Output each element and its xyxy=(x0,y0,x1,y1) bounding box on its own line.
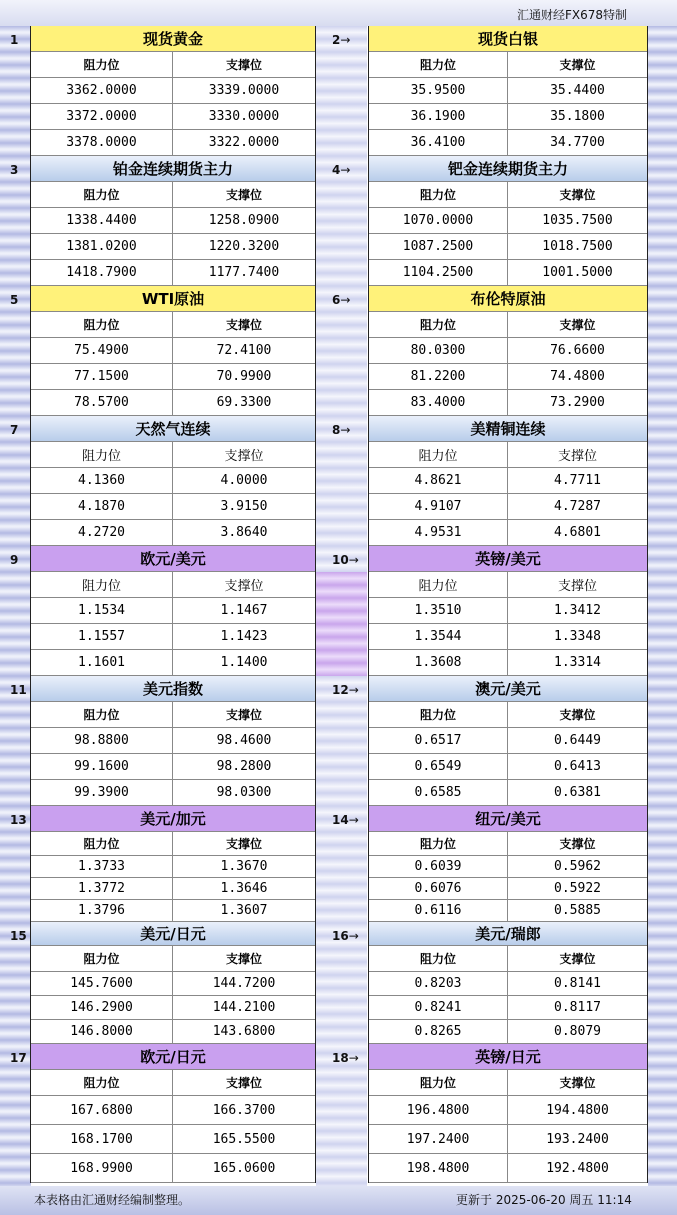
updated-prefix: 更新于 xyxy=(456,1193,493,1207)
support-header: 支撑位 xyxy=(173,312,315,338)
support-header: 支撑位 xyxy=(508,442,647,468)
resistance-value: 3372.0000 xyxy=(31,104,173,130)
block-number xyxy=(332,683,359,697)
resistance-value: 0.6039 xyxy=(369,856,508,878)
block-number-text: 11 xyxy=(10,683,27,697)
support-value: 35.1800 xyxy=(508,104,647,130)
resistance-value: 1.3544 xyxy=(369,624,508,650)
support-value: 4.0000 xyxy=(173,468,315,494)
support-value: 73.2900 xyxy=(508,390,647,416)
support-value: 3322.0000 xyxy=(173,130,315,156)
quote-block xyxy=(368,156,648,286)
quote-block xyxy=(30,416,316,546)
support-header: 支撑位 xyxy=(173,572,315,598)
footer-note: 本表格由汇通财经编制整理。 xyxy=(34,1193,191,1207)
block-number xyxy=(10,423,18,437)
support-value: 192.4800 xyxy=(508,1154,647,1183)
instrument-title: 现货白银 xyxy=(369,26,647,52)
resistance-value: 1.3733 xyxy=(31,856,173,878)
block-number xyxy=(332,33,350,47)
resistance-value: 1418.7900 xyxy=(31,260,173,286)
support-value: 34.7700 xyxy=(508,130,647,156)
resistance-value: 83.4000 xyxy=(369,390,508,416)
support-value: 144.2100 xyxy=(173,996,315,1020)
support-value: 193.2400 xyxy=(508,1125,647,1154)
resistance-value: 146.8000 xyxy=(31,1020,173,1044)
support-value: 0.6449 xyxy=(508,728,647,754)
resistance-header: 阻力位 xyxy=(31,946,173,972)
resistance-value: 3362.0000 xyxy=(31,78,173,104)
quote-block xyxy=(368,286,648,416)
resistance-header: 阻力位 xyxy=(369,52,508,78)
quote-block xyxy=(30,806,316,922)
resistance-header: 阻力位 xyxy=(369,702,508,728)
block-number xyxy=(10,813,27,827)
resistance-value: 81.2200 xyxy=(369,364,508,390)
instrument-title: 欧元/美元 xyxy=(31,546,315,572)
support-value: 1.3607 xyxy=(173,900,315,922)
resistance-value: 77.1500 xyxy=(31,364,173,390)
block-number-text: 10 xyxy=(332,553,349,567)
arrow-right-icon: → xyxy=(340,33,351,47)
support-value: 0.8079 xyxy=(508,1020,647,1044)
block-number-text: 7 xyxy=(10,423,19,437)
support-header: 支撑位 xyxy=(173,702,315,728)
quote-block xyxy=(30,286,316,416)
footer xyxy=(0,1186,677,1215)
resistance-header: 阻力位 xyxy=(369,442,508,468)
support-value: 0.5962 xyxy=(508,856,647,878)
support-value: 1.3314 xyxy=(508,650,647,676)
instrument-title: 钯金连续期货主力 xyxy=(369,156,647,182)
updated-time: 11:14 xyxy=(597,1193,632,1207)
instrument-title: 欧元/日元 xyxy=(31,1044,315,1070)
resistance-header: 阻力位 xyxy=(369,182,508,208)
quote-block xyxy=(30,546,316,676)
center-stripe-purple xyxy=(316,572,367,676)
support-header: 支撑位 xyxy=(508,702,647,728)
quote-block xyxy=(368,806,648,922)
block-number-text: 6 xyxy=(332,293,341,307)
block-number xyxy=(10,1051,27,1065)
instrument-title: 美元指数 xyxy=(31,676,315,702)
resistance-header: 阻力位 xyxy=(31,1070,173,1096)
block-number-text: 2 xyxy=(332,33,341,47)
support-value: 74.4800 xyxy=(508,364,647,390)
support-value: 4.7287 xyxy=(508,494,647,520)
block-number-text: 16 xyxy=(332,929,349,943)
block-number-text: 17 xyxy=(10,1051,27,1065)
quote-block xyxy=(30,1044,316,1183)
support-value: 1.3412 xyxy=(508,598,647,624)
support-value: 0.6413 xyxy=(508,754,647,780)
instrument-title: 美精铜连续 xyxy=(369,416,647,442)
resistance-value: 4.2720 xyxy=(31,520,173,546)
block-number xyxy=(332,929,359,943)
support-header: 支撑位 xyxy=(173,1070,315,1096)
support-value: 98.2800 xyxy=(173,754,315,780)
resistance-value: 3378.0000 xyxy=(31,130,173,156)
instrument-title: 纽元/美元 xyxy=(369,806,647,832)
resistance-value: 1.3510 xyxy=(369,598,508,624)
block-number-text: 9 xyxy=(10,553,19,567)
support-value: 1.1400 xyxy=(173,650,315,676)
arrow-right-icon: → xyxy=(348,929,359,943)
support-value: 0.8117 xyxy=(508,996,647,1020)
arrow-right-icon: → xyxy=(340,293,351,307)
block-number xyxy=(332,293,350,307)
resistance-value: 36.1900 xyxy=(369,104,508,130)
resistance-header: 阻力位 xyxy=(31,702,173,728)
resistance-value: 167.6800 xyxy=(31,1096,173,1125)
arrow-right-icon: → xyxy=(348,553,359,567)
instrument-title: WTI原油 xyxy=(31,286,315,312)
resistance-value: 1087.2500 xyxy=(369,234,508,260)
resistance-value: 146.2900 xyxy=(31,996,173,1020)
resistance-header: 阻力位 xyxy=(31,442,173,468)
block-number-text: 8 xyxy=(332,423,341,437)
resistance-value: 0.8241 xyxy=(369,996,508,1020)
support-value: 98.0300 xyxy=(173,780,315,806)
instrument-title: 英镑/美元 xyxy=(369,546,647,572)
resistance-header: 阻力位 xyxy=(369,572,508,598)
resistance-value: 4.9107 xyxy=(369,494,508,520)
resistance-header: 阻力位 xyxy=(31,52,173,78)
support-value: 1.3348 xyxy=(508,624,647,650)
support-value: 0.5885 xyxy=(508,900,647,922)
resistance-header: 阻力位 xyxy=(31,182,173,208)
support-value: 70.9900 xyxy=(173,364,315,390)
quote-block xyxy=(30,676,316,806)
block-number-text: 4 xyxy=(332,163,341,177)
support-header: 支撑位 xyxy=(173,52,315,78)
support-value: 144.7200 xyxy=(173,972,315,996)
instrument-title: 美元/加元 xyxy=(31,806,315,832)
support-value: 3.8640 xyxy=(173,520,315,546)
updated-date: 2025-06-20 xyxy=(495,1193,566,1207)
resistance-value: 0.6585 xyxy=(369,780,508,806)
resistance-value: 1.3772 xyxy=(31,878,173,900)
block-number xyxy=(10,293,18,307)
support-value: 76.6600 xyxy=(508,338,647,364)
support-header: 支撑位 xyxy=(173,832,315,856)
resistance-value: 98.8800 xyxy=(31,728,173,754)
arrow-right-icon: → xyxy=(348,1051,359,1065)
updated-weekday: 周五 xyxy=(569,1193,594,1207)
resistance-header: 阻力位 xyxy=(31,572,173,598)
resistance-value: 4.9531 xyxy=(369,520,508,546)
resistance-value: 1.1601 xyxy=(31,650,173,676)
instrument-title: 澳元/美元 xyxy=(369,676,647,702)
support-value: 0.5922 xyxy=(508,878,647,900)
arrow-right-icon: → xyxy=(340,163,351,177)
footer-updated xyxy=(456,1191,632,1208)
instrument-title: 美元/瑞郎 xyxy=(369,922,647,946)
resistance-value: 0.6549 xyxy=(369,754,508,780)
resistance-value: 1.3796 xyxy=(31,900,173,922)
support-header: 支撑位 xyxy=(508,946,647,972)
instrument-title: 铂金连续期货主力 xyxy=(31,156,315,182)
resistance-value: 0.6517 xyxy=(369,728,508,754)
quote-block xyxy=(368,922,648,1044)
block-number-text: 5 xyxy=(10,293,19,307)
support-value: 3.9150 xyxy=(173,494,315,520)
resistance-header: 阻力位 xyxy=(369,946,508,972)
top-banner xyxy=(0,0,677,26)
support-value: 165.5500 xyxy=(173,1125,315,1154)
support-header: 支撑位 xyxy=(173,946,315,972)
quote-block xyxy=(368,1044,648,1183)
resistance-value: 1.1534 xyxy=(31,598,173,624)
resistance-value: 197.2400 xyxy=(369,1125,508,1154)
arrow-right-icon: → xyxy=(340,423,351,437)
resistance-value: 78.5700 xyxy=(31,390,173,416)
resistance-value: 35.9500 xyxy=(369,78,508,104)
block-number xyxy=(10,553,18,567)
block-number xyxy=(332,553,359,567)
resistance-value: 4.8621 xyxy=(369,468,508,494)
block-number-text: 12 xyxy=(332,683,349,697)
arrow-right-icon: → xyxy=(348,683,359,697)
right-stripe xyxy=(648,26,677,1186)
support-value: 35.4400 xyxy=(508,78,647,104)
block-number-text: 15 xyxy=(10,929,27,943)
support-value: 1258.0900 xyxy=(173,208,315,234)
resistance-value: 196.4800 xyxy=(369,1096,508,1125)
resistance-value: 99.1600 xyxy=(31,754,173,780)
quote-block xyxy=(30,26,316,156)
resistance-value: 168.1700 xyxy=(31,1125,173,1154)
support-value: 72.4100 xyxy=(173,338,315,364)
resistance-value: 0.6076 xyxy=(369,878,508,900)
support-value: 1220.3200 xyxy=(173,234,315,260)
block-number-text: 1 xyxy=(10,33,19,47)
resistance-value: 1070.0000 xyxy=(369,208,508,234)
quote-block xyxy=(368,676,648,806)
support-value: 1001.5000 xyxy=(508,260,647,286)
resistance-value: 75.4900 xyxy=(31,338,173,364)
support-value: 98.4600 xyxy=(173,728,315,754)
support-value: 1035.7500 xyxy=(508,208,647,234)
support-value: 143.6800 xyxy=(173,1020,315,1044)
instrument-title: 布伦特原油 xyxy=(369,286,647,312)
support-value: 1018.7500 xyxy=(508,234,647,260)
support-value: 0.6381 xyxy=(508,780,647,806)
block-number xyxy=(10,683,27,697)
block-number xyxy=(332,1051,359,1065)
banner-title: 汇通财经FX678特制 xyxy=(516,8,627,22)
support-value: 3330.0000 xyxy=(173,104,315,130)
support-value: 4.7711 xyxy=(508,468,647,494)
support-header: 支撑位 xyxy=(508,1070,647,1096)
instrument-title: 英镑/日元 xyxy=(369,1044,647,1070)
support-header: 支撑位 xyxy=(173,182,315,208)
support-value: 1.1467 xyxy=(173,598,315,624)
support-header: 支撑位 xyxy=(173,442,315,468)
quote-block xyxy=(30,922,316,1044)
instrument-title: 天然气连续 xyxy=(31,416,315,442)
support-value: 0.8141 xyxy=(508,972,647,996)
resistance-header: 阻力位 xyxy=(369,832,508,856)
resistance-value: 1.3608 xyxy=(369,650,508,676)
support-value: 1177.7400 xyxy=(173,260,315,286)
support-value: 194.4800 xyxy=(508,1096,647,1125)
support-value: 4.6801 xyxy=(508,520,647,546)
support-value: 1.3646 xyxy=(173,878,315,900)
block-number xyxy=(332,813,359,827)
support-value: 1.3670 xyxy=(173,856,315,878)
block-number-text: 18 xyxy=(332,1051,349,1065)
block-number-text: 14 xyxy=(332,813,349,827)
left-stripe xyxy=(0,26,31,1186)
resistance-value: 99.3900 xyxy=(31,780,173,806)
resistance-value: 36.4100 xyxy=(369,130,508,156)
resistance-value: 145.7600 xyxy=(31,972,173,996)
support-header: 支撑位 xyxy=(508,182,647,208)
support-value: 165.0600 xyxy=(173,1154,315,1183)
quote-block xyxy=(368,546,648,676)
resistance-value: 4.1360 xyxy=(31,468,173,494)
resistance-value: 1104.2500 xyxy=(369,260,508,286)
support-header: 支撑位 xyxy=(508,312,647,338)
resistance-value: 1338.4400 xyxy=(31,208,173,234)
resistance-value: 0.8265 xyxy=(369,1020,508,1044)
quote-block xyxy=(30,156,316,286)
block-number xyxy=(10,163,18,177)
block-number xyxy=(332,163,350,177)
resistance-value: 1.1557 xyxy=(31,624,173,650)
support-value: 1.1423 xyxy=(173,624,315,650)
instrument-title: 现货黄金 xyxy=(31,26,315,52)
block-number xyxy=(10,929,27,943)
arrow-right-icon: → xyxy=(348,813,359,827)
resistance-value: 1381.0200 xyxy=(31,234,173,260)
support-header: 支撑位 xyxy=(508,832,647,856)
resistance-header: 阻力位 xyxy=(369,1070,508,1096)
support-header: 支撑位 xyxy=(508,572,647,598)
resistance-value: 168.9900 xyxy=(31,1154,173,1183)
resistance-value: 80.0300 xyxy=(369,338,508,364)
block-number-text: 3 xyxy=(10,163,19,177)
resistance-value: 0.8203 xyxy=(369,972,508,996)
block-number-text: 13 xyxy=(10,813,27,827)
resistance-value: 4.1870 xyxy=(31,494,173,520)
support-header: 支撑位 xyxy=(508,52,647,78)
block-number xyxy=(10,33,18,47)
support-value: 3339.0000 xyxy=(173,78,315,104)
quote-block xyxy=(368,416,648,546)
quote-block xyxy=(368,26,648,156)
resistance-header: 阻力位 xyxy=(31,832,173,856)
resistance-value: 0.6116 xyxy=(369,900,508,922)
support-value: 69.3300 xyxy=(173,390,315,416)
instrument-title: 美元/日元 xyxy=(31,922,315,946)
resistance-value: 198.4800 xyxy=(369,1154,508,1183)
support-value: 166.3700 xyxy=(173,1096,315,1125)
resistance-header: 阻力位 xyxy=(369,312,508,338)
resistance-header: 阻力位 xyxy=(31,312,173,338)
block-number xyxy=(332,423,350,437)
